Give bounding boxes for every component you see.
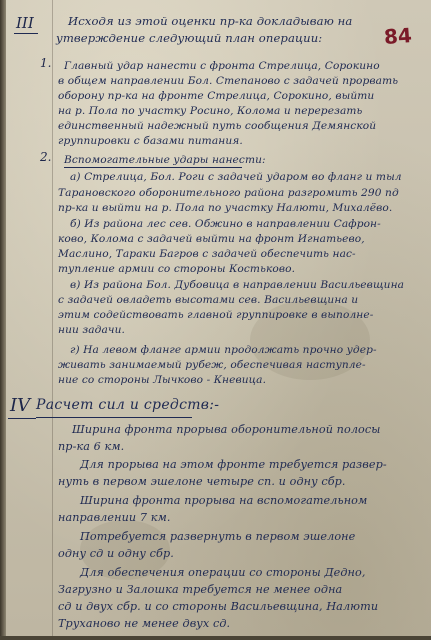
item-number-2: 2. <box>40 150 52 164</box>
numeral-underline <box>8 418 36 419</box>
calc-line-2: пр-ка 6 км. <box>58 440 125 453</box>
item1-line-2: в общем направлении Бол. Степаново с задачей прорвать <box>58 75 399 87</box>
page-number: 84 <box>383 23 413 49</box>
item2-line-1: Вспомогательные удары нанести: <box>64 154 266 166</box>
calc-line-7: Потребуется развернуть в первом эшелоне <box>80 530 356 543</box>
calc-line-6: направлении 7 км. <box>58 511 171 524</box>
item2-line-3: Тарановского оборонительного района разгромить 290 пд <box>58 187 399 199</box>
calc-line-3: Для прорыва на этом фронте требуется развер- <box>80 458 387 471</box>
page-bottom-edge <box>0 636 431 640</box>
item1-line-6: группировки с базами питания. <box>58 135 243 147</box>
calc-line-1: Ширина фронта прорыва оборонительной полосы <box>72 423 381 436</box>
item2-line-8: тупление армии со стороны Костьково. <box>58 263 296 275</box>
calc-line-4: нуть в первом эшелоне четыре сп. и одну сбр. <box>58 475 346 488</box>
item2-line-4: пр-ка и выйти на р. Пола по участку Налюти, Михалёво. <box>58 202 393 214</box>
calc-line-9: Для обеспечения операции со стороны Дедно, <box>80 566 366 579</box>
item2-line-12: нии задачи. <box>58 324 125 336</box>
intro-line-1: Исходя из этой оценки пр-ка докладываю на <box>68 14 353 28</box>
item2-line-2: а) Стрелица, Бол. Роги с задачей ударом во фланг и тыл <box>70 171 402 183</box>
item2-line-10: с задачей овладеть высотами сев. Васильевщина и <box>58 294 359 306</box>
intro-line-2: утверждение следующий план операции: <box>56 31 323 45</box>
item2-line-6: ково, Колома с задачей выйти на фронт Игнатьево, <box>58 233 365 245</box>
item2-line-5: б) Из района лес сев. Обжино в направлении Сафрон- <box>70 218 381 230</box>
item2-line-7: Маслино, Тараки Багров с задачей обеспечить нас- <box>58 248 356 260</box>
item2-line-14: живать занимаемый рубеж, обеспечивая наступле- <box>58 359 366 371</box>
heading-underline <box>36 417 192 418</box>
section-numeral-iv: IV <box>10 395 31 416</box>
calc-line-10: Загрузно и Залошка требуется не менее одна <box>58 583 343 596</box>
margin-line <box>52 0 53 640</box>
item1-line-1: Главный удар нанести с фронта Стрелица, Сорокино <box>64 60 380 72</box>
page-edge-shadow <box>0 0 6 640</box>
calc-line-12: Труханово не менее двух сд. <box>58 617 231 630</box>
item2-line-9: в) Из района Бол. Дубовица в направлении Васильевщина <box>70 279 405 291</box>
calc-line-5: Ширина фронта прорыва на вспомогательном <box>80 494 368 507</box>
item2-line-15: ние со стороны Лычково - Кневица. <box>58 374 267 386</box>
item1-line-5: единственный надежный путь сообщения Демянской <box>58 120 377 132</box>
item2-line-13: г) На левом фланге армии продолжать прочно удер- <box>70 344 377 356</box>
section-heading: Расчет сил и средств:- <box>36 397 220 413</box>
item1-line-4: на р. Пола по участку Росино, Колома и перерезать <box>58 105 363 117</box>
item1-line-3: оборону пр-ка на фронте Стрелица, Сорокино, выйти <box>58 90 375 102</box>
calc-line-8: одну сд и одну сбр. <box>58 547 174 560</box>
numeral-underline <box>14 33 38 34</box>
section-numeral-iii: III <box>16 14 34 32</box>
heading-underline <box>64 167 242 168</box>
item-number-1: 1. <box>40 56 52 70</box>
calc-line-11: сд и двух сбр. и со стороны Васильевщина, Налюти <box>58 600 379 613</box>
item2-line-11: этим содействовать главной группировке в выполне- <box>58 309 374 321</box>
